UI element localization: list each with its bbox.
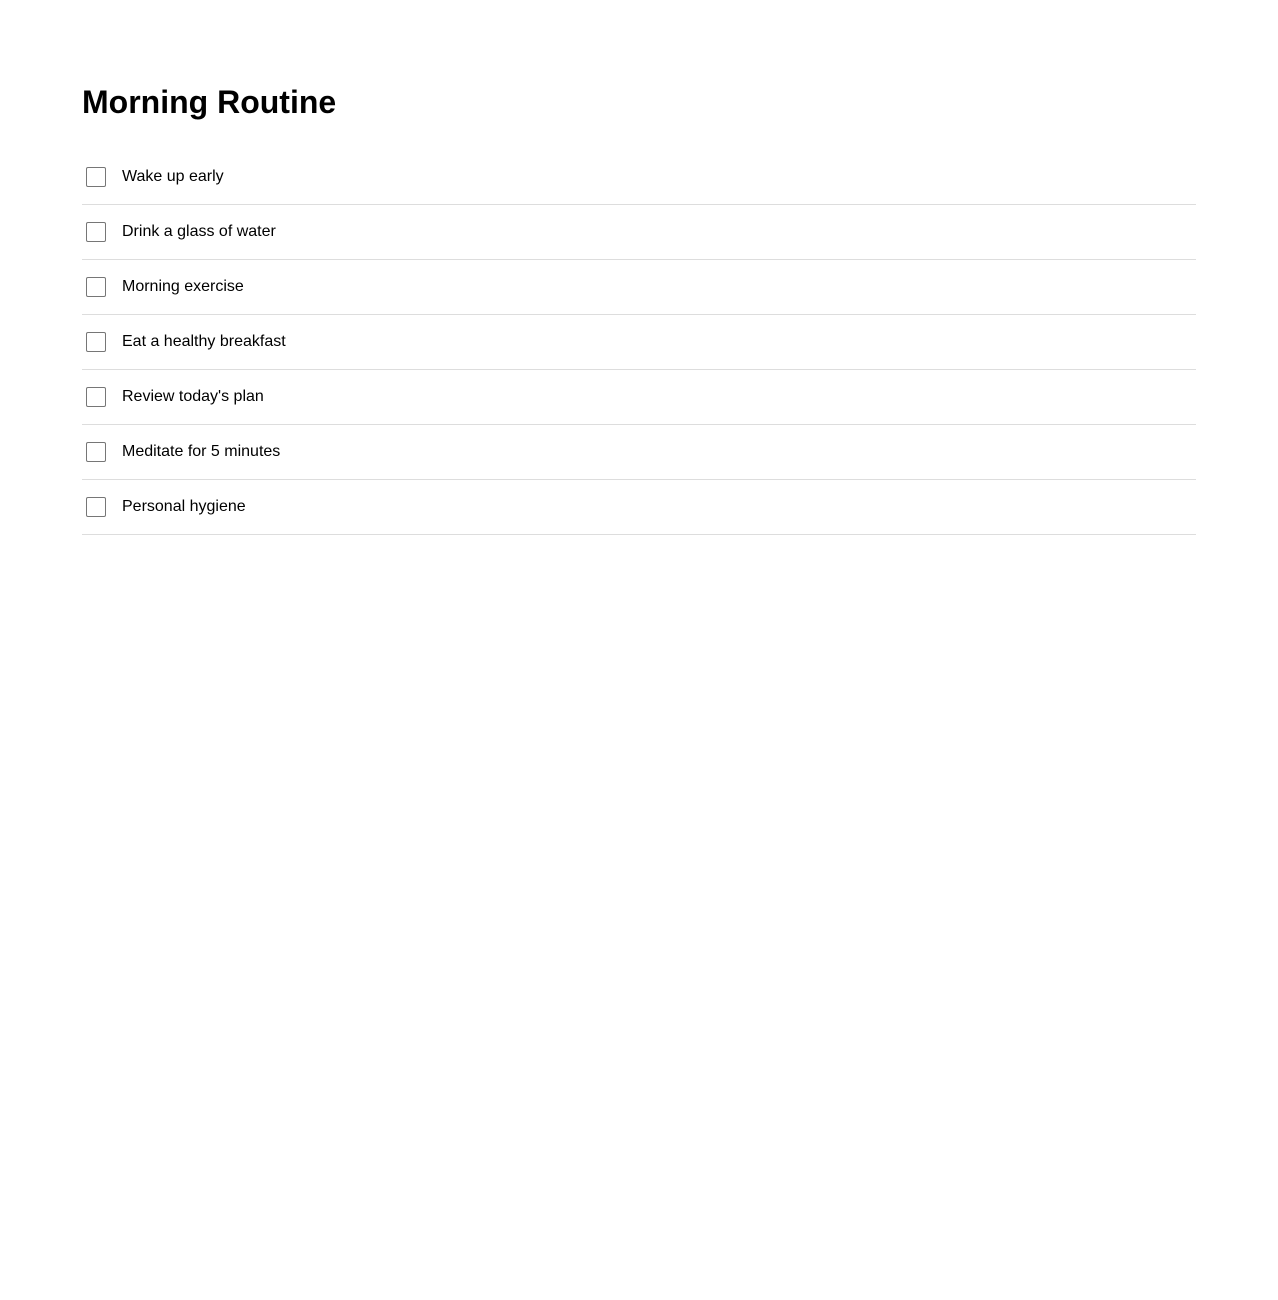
list-item xyxy=(82,480,1196,535)
list-item xyxy=(82,260,1196,315)
list-item xyxy=(82,315,1196,370)
task-label[interactable]: Morning exercise xyxy=(122,278,244,295)
task-label[interactable]: Drink a glass of water xyxy=(122,223,276,240)
task-label[interactable]: Eat a healthy breakfast xyxy=(122,333,286,350)
task-checkbox[interactable] xyxy=(86,387,106,407)
task-checkbox[interactable] xyxy=(86,277,106,297)
list-item xyxy=(82,425,1196,480)
task-list xyxy=(82,150,1196,535)
list-item xyxy=(82,370,1196,425)
task-checkbox[interactable] xyxy=(86,167,106,187)
list-item xyxy=(82,205,1196,260)
page-title: Morning Routine xyxy=(82,84,337,120)
task-label[interactable]: Wake up early xyxy=(122,168,224,185)
task-checkbox[interactable] xyxy=(86,442,106,462)
task-label[interactable]: Review today's plan xyxy=(122,388,264,405)
task-checkbox[interactable] xyxy=(86,222,106,242)
task-checkbox[interactable] xyxy=(86,497,106,517)
page-container xyxy=(82,0,1196,535)
task-checkbox[interactable] xyxy=(86,332,106,352)
task-label[interactable]: Meditate for 5 minutes xyxy=(122,443,281,460)
list-item xyxy=(82,150,1196,205)
task-label[interactable]: Personal hygiene xyxy=(122,498,246,515)
